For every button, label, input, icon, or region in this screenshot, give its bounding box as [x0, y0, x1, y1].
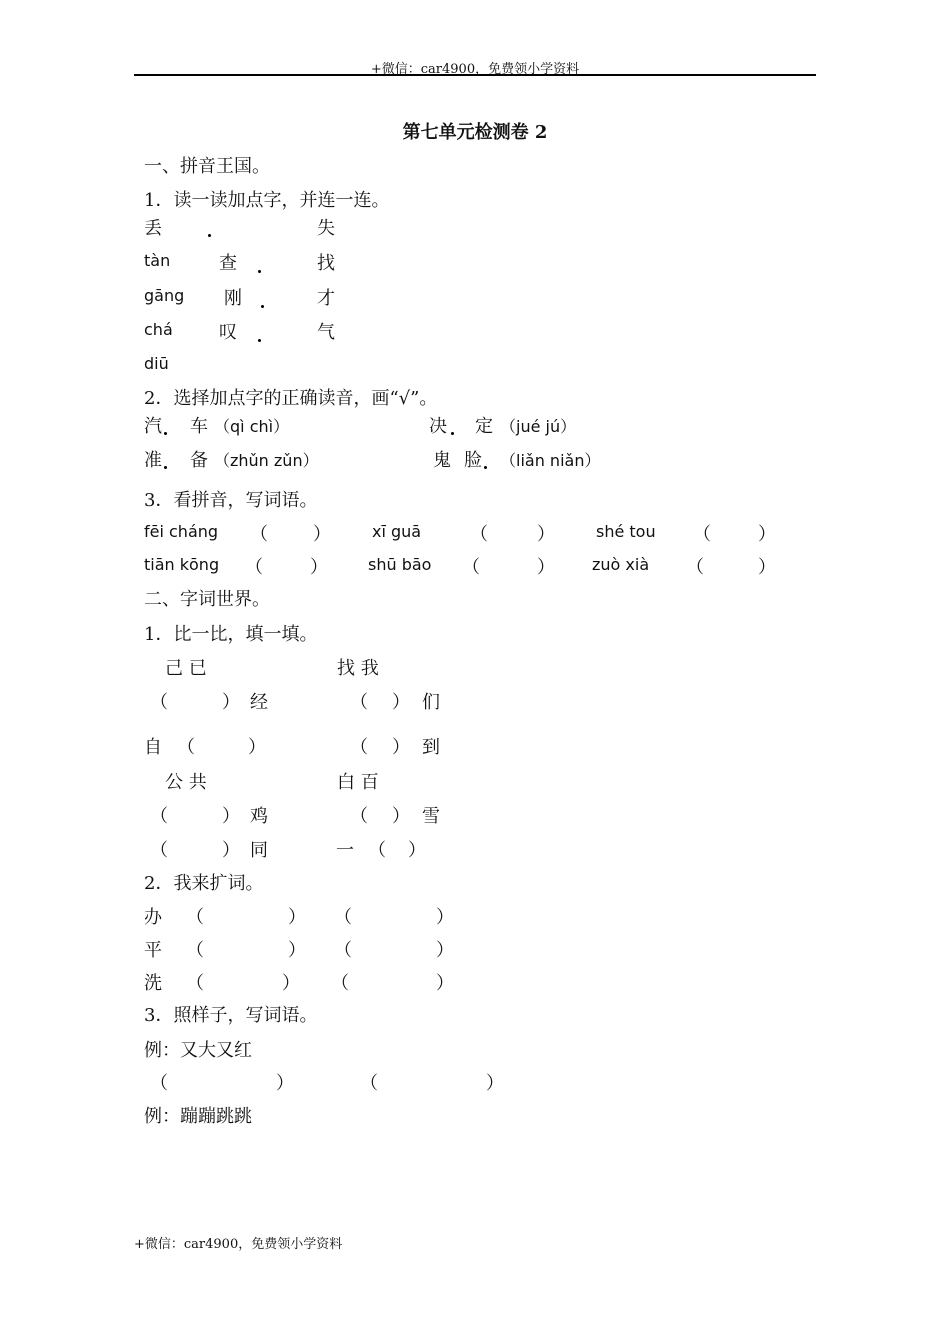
s2-q3-prompt: 3．照样子，写词语。	[144, 1005, 318, 1026]
blank-open: （	[186, 973, 204, 994]
q2-w2: 脸	[464, 450, 482, 471]
q2-options: （liǎn niǎn）	[500, 451, 601, 470]
blank-close: ）	[436, 907, 454, 928]
blank-close: ）	[392, 737, 410, 758]
blank-open: （	[250, 524, 268, 545]
blank-close: ）	[222, 692, 240, 713]
s2-q1-prompt: 1．比一比，填一填。	[144, 624, 318, 645]
q2-w2: 车	[190, 416, 208, 437]
pinyin-item: shū bāo	[368, 555, 432, 574]
blank-open: （	[150, 1073, 168, 1094]
word-char: 一	[336, 840, 354, 861]
word-char: 到	[422, 737, 440, 758]
word-char: 自	[144, 737, 162, 758]
emphasis-dot	[261, 305, 264, 308]
q3-prompt: 3．看拼音，写词语。	[144, 490, 318, 511]
blank-open: （	[150, 840, 168, 861]
compare-group: 己 已	[165, 658, 207, 679]
compare-group: 白 百	[337, 772, 379, 793]
compare-group: 公 共	[165, 772, 207, 793]
q2-w1: 鬼	[433, 450, 451, 471]
q2-w1: 决	[429, 416, 447, 437]
blank-open: （	[360, 1073, 378, 1094]
blank-open: （	[368, 840, 386, 861]
char-cha: 查	[219, 253, 237, 274]
blank-open: （	[186, 940, 204, 961]
expand-char: 办	[144, 907, 162, 928]
s2-q2-prompt: 2．我来扩词。	[144, 873, 264, 894]
blank-open: （	[350, 692, 368, 713]
char-zhao: 找	[317, 253, 335, 274]
blank-close: ）	[310, 557, 328, 578]
blank-close: ）	[758, 557, 776, 578]
blank-open: （	[462, 557, 480, 578]
blank-close: ）	[537, 557, 555, 578]
pinyin-cha: chá	[144, 320, 173, 339]
expand-char: 平	[144, 940, 162, 961]
pinyin-tan: tàn	[144, 251, 171, 270]
char-qi: 气	[317, 322, 335, 343]
char-cai: 才	[317, 288, 335, 309]
blank-open: （	[686, 557, 704, 578]
blank-open: （	[186, 907, 204, 928]
blank-open: （	[350, 806, 368, 827]
char-gang: 刚	[224, 288, 242, 309]
example-2: 例：蹦蹦跳跳	[144, 1106, 252, 1127]
q2-options: （qì chì）	[214, 417, 290, 436]
compare-group: 找 我	[337, 658, 379, 679]
blank-close: ）	[248, 737, 266, 758]
blank-close: ）	[758, 524, 776, 545]
word-char: 雪	[422, 806, 440, 827]
blank-close: ）	[222, 806, 240, 827]
emphasis-dot	[484, 466, 487, 469]
blank-close: ）	[288, 940, 306, 961]
blank-close: ）	[408, 840, 426, 861]
q2-prompt: 2．选择加点字的正确读音，画“√”。	[144, 388, 438, 409]
emphasis-dot	[164, 432, 167, 435]
pinyin-item: fēi cháng	[144, 522, 219, 541]
blank-close: ）	[392, 692, 410, 713]
pinyin-item: tiān kōng	[144, 555, 220, 574]
q2-options: （jué jú）	[500, 417, 577, 436]
blank-close: ）	[276, 1073, 294, 1094]
blank-open: （	[150, 806, 168, 827]
blank-close: ）	[436, 940, 454, 961]
emphasis-dot	[258, 270, 261, 273]
blank-open: （	[350, 737, 368, 758]
pinyin-gang: gāng	[144, 286, 185, 305]
section-1-heading: 一、拼音王国。	[144, 156, 270, 177]
char-tan: 叹	[219, 322, 237, 343]
blank-close: ）	[537, 524, 555, 545]
page-header: +微信：car4900，免费领小学资料	[370, 62, 580, 77]
pinyin-diu: diū	[144, 354, 169, 373]
section-2-heading: 二、字词世界。	[144, 589, 270, 610]
pinyin-item: shé tou	[596, 522, 656, 541]
q2-w1: 准	[144, 450, 162, 471]
blank-close: ）	[282, 973, 300, 994]
blank-close: ）	[222, 840, 240, 861]
blank-close: ）	[313, 524, 331, 545]
blank-close: ）	[288, 907, 306, 928]
example-1: 例：又大又红	[144, 1040, 252, 1061]
blank-close: ）	[392, 806, 410, 827]
char-diu: 丢	[144, 218, 162, 239]
pinyin-item: zuò xià	[592, 555, 650, 574]
word-char: 鸡	[250, 806, 268, 827]
q2-options: （zhǔn zǔn）	[214, 451, 319, 470]
blank-open: （	[470, 524, 488, 545]
blank-open: （	[331, 973, 349, 994]
page-footer: +微信：car4900，免费领小学资料	[134, 1237, 343, 1252]
blank-close: ）	[486, 1073, 504, 1094]
expand-char: 洗	[144, 973, 162, 994]
char-shi: 失	[317, 218, 335, 239]
blank-open: （	[334, 907, 352, 928]
blank-open: （	[177, 737, 195, 758]
header-rule	[134, 74, 816, 76]
q2-w2: 定	[475, 416, 493, 437]
blank-close: ）	[436, 973, 454, 994]
blank-open: （	[693, 524, 711, 545]
emphasis-dot	[451, 432, 454, 435]
emphasis-dot	[164, 466, 167, 469]
word-char: 经	[250, 692, 268, 713]
word-char: 们	[422, 692, 440, 713]
emphasis-dot	[208, 234, 211, 237]
blank-open: （	[245, 557, 263, 578]
q2-w2: 备	[190, 450, 208, 471]
q1-prompt: 1．读一读加点字，并连一连。	[144, 190, 390, 211]
pinyin-item: xī guā	[372, 522, 422, 541]
blank-open: （	[150, 692, 168, 713]
emphasis-dot	[258, 339, 261, 342]
q2-w1: 汽	[144, 416, 162, 437]
page-title: 第七单元检测卷 2	[402, 122, 548, 143]
blank-open: （	[334, 940, 352, 961]
word-char: 同	[250, 840, 268, 861]
